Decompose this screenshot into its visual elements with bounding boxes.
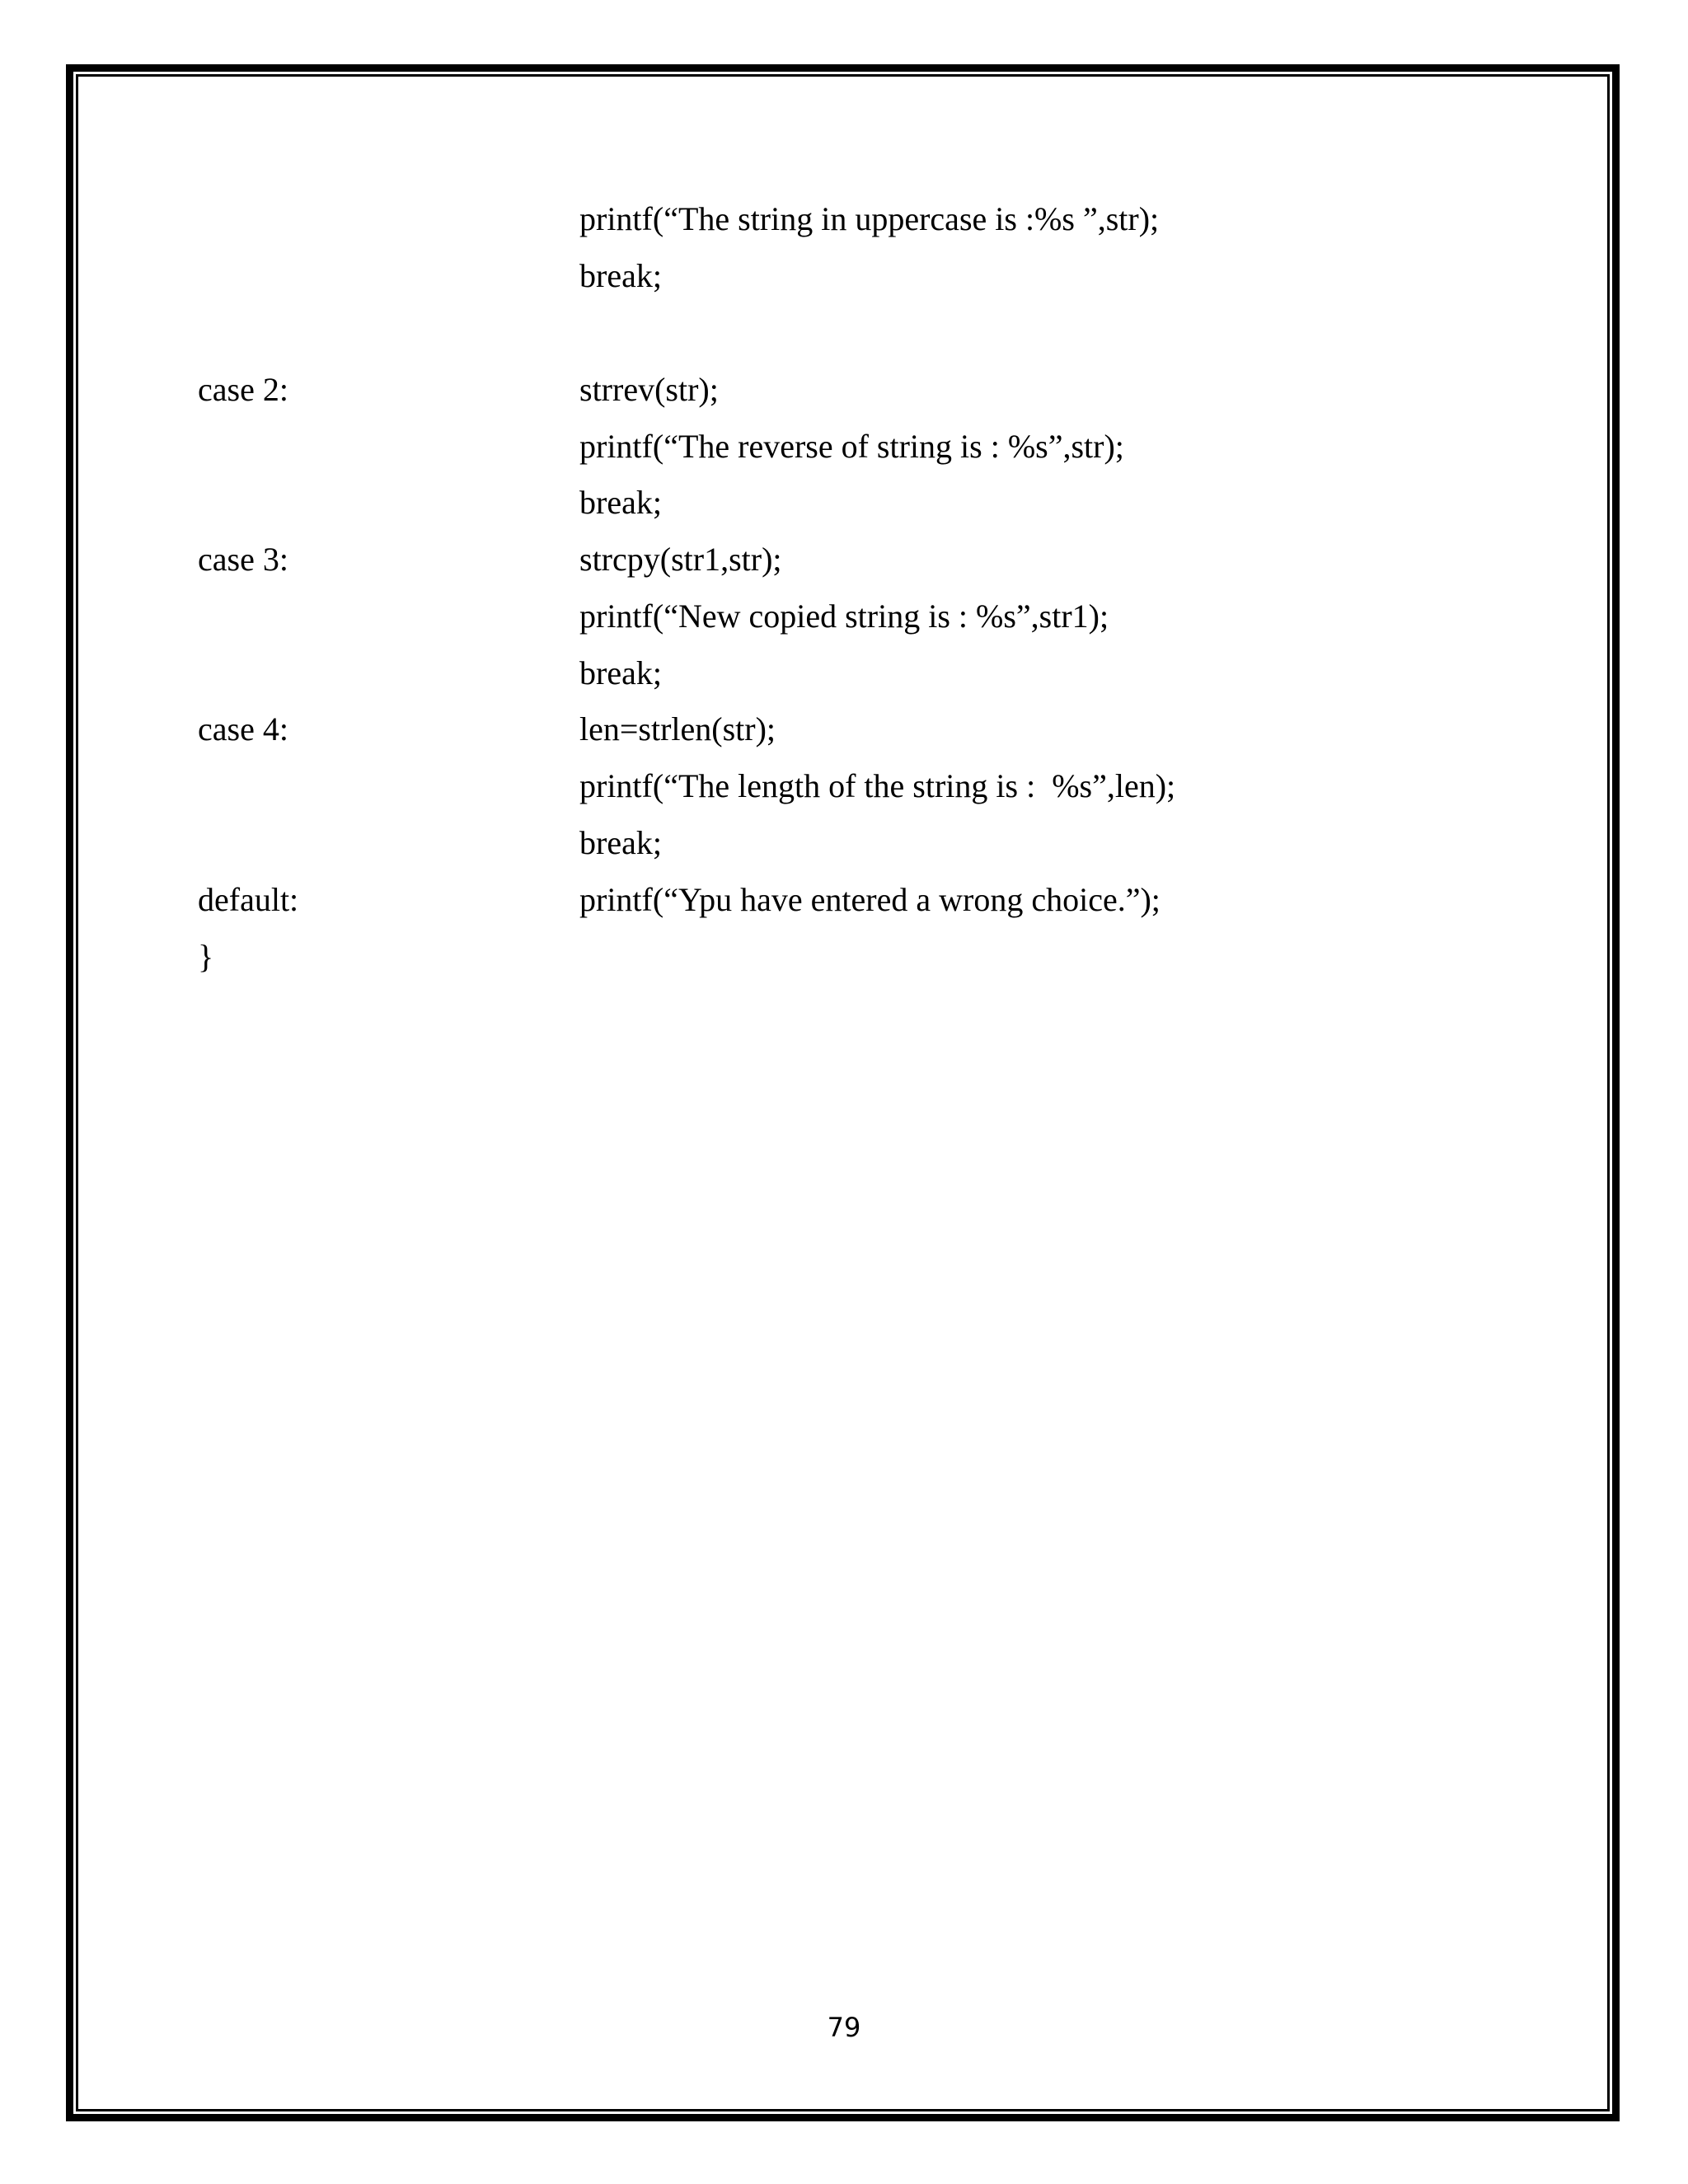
page-border-inner (76, 74, 1610, 2111)
code-line-4: printf(“The reverse of string is : %s”,str); (579, 428, 1124, 465)
code-line-6: strcpy(str1,str); (579, 541, 782, 578)
code-line-3: strrev(str); (579, 371, 719, 408)
code-line-1: printf(“The string in uppercase is :%s ”,str); (579, 200, 1160, 237)
code-line-11: break; (579, 824, 662, 861)
code-line-7: printf(“New copied string is : %s”,str1); (579, 598, 1109, 635)
code-line-10: printf(“The length of the string is : %s”,len); (579, 767, 1176, 804)
closing-brace: } (198, 938, 214, 975)
code-line-5: break; (579, 484, 662, 521)
default-label: default: (198, 881, 299, 918)
code-line-9: len=strlen(str); (579, 710, 776, 748)
case-label-4: case 4: (198, 710, 288, 748)
code-line-8: break; (579, 654, 662, 691)
page-number: 79 (827, 2012, 861, 2043)
code-line-2: break; (579, 257, 662, 294)
case-label-2: case 2: (198, 371, 288, 408)
case-label-3: case 3: (198, 541, 288, 578)
code-line-12: printf(“Ypu have entered a wrong choice.”); (579, 881, 1160, 918)
